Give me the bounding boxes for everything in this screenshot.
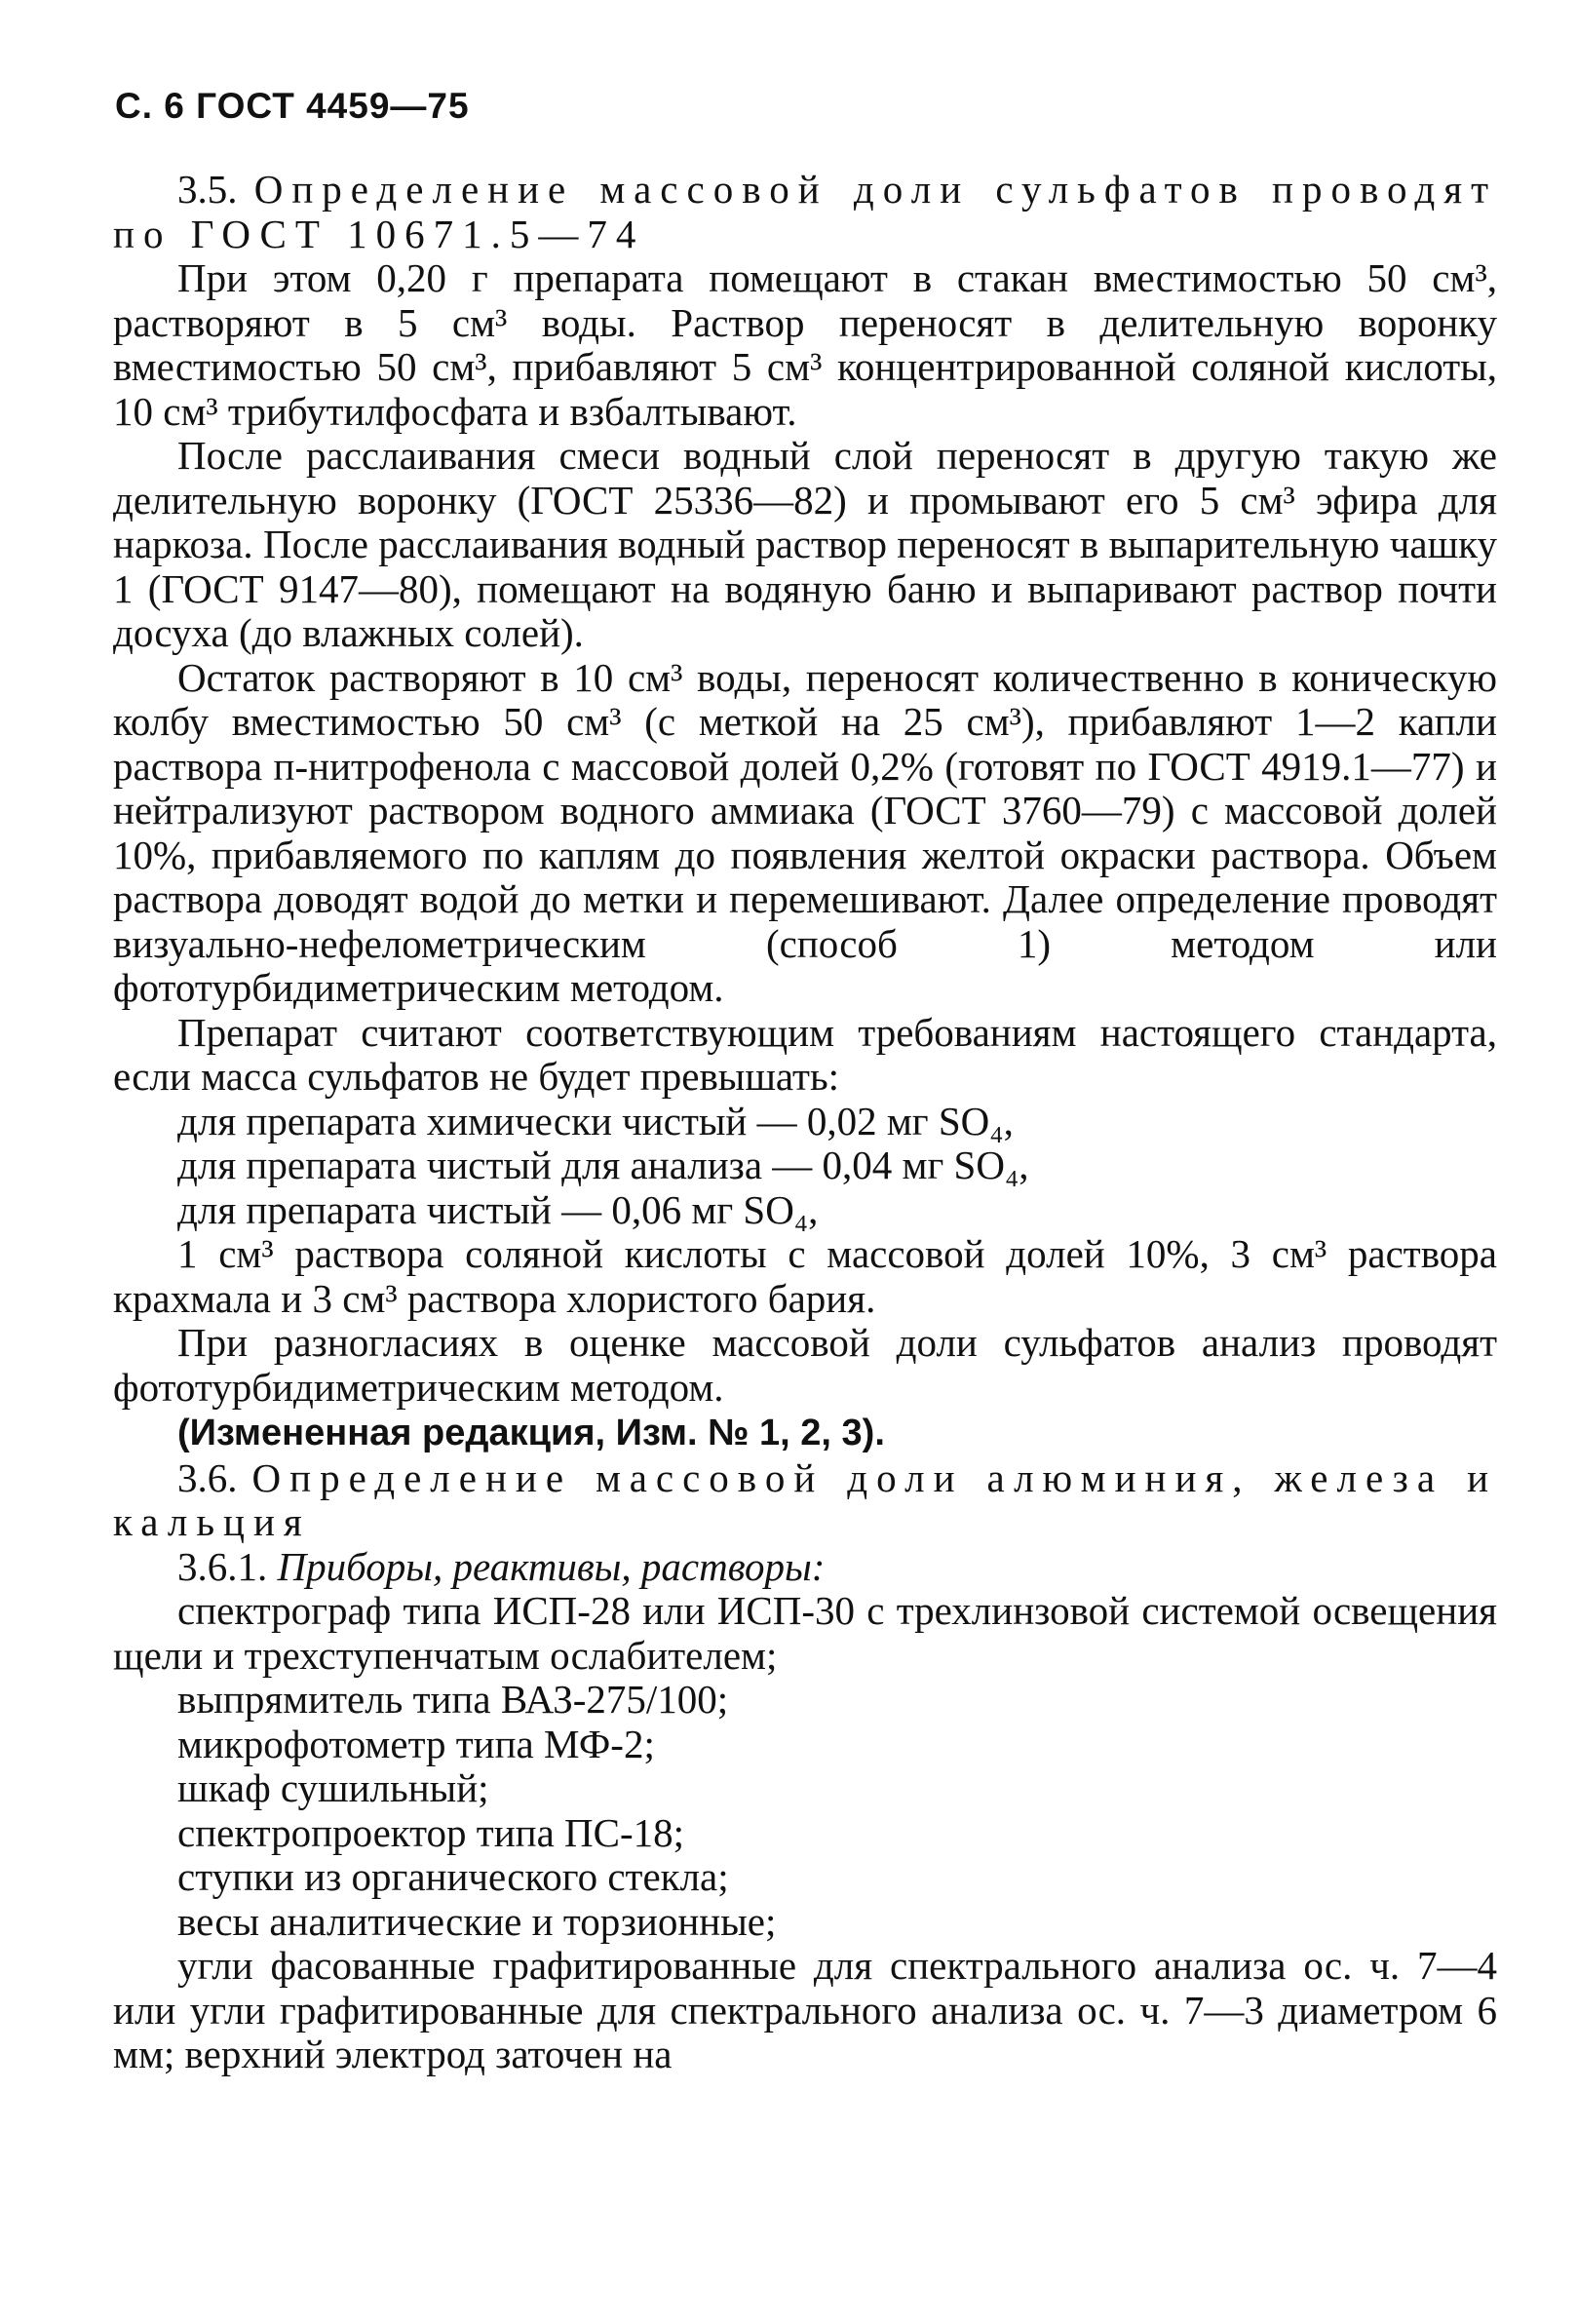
section-3-6-number: 3.6. xyxy=(177,1454,238,1500)
equipment-item: микрофотометр типа МФ-2; xyxy=(177,1721,655,1766)
equipment-item: спектрограф типа ИСП-28 или ИСП-30 с трехлинзовой системой освещения щели и трехступенчатым ослабителем; xyxy=(113,1588,1497,1678)
section-3-6-1-title: Приборы, реактивы, растворы: xyxy=(277,1543,826,1589)
paragraph-3-5-4: Препарат считают соответствующим требованиям настоящего стандарта, если масса сульфатов не будет превышать: xyxy=(113,1009,1497,1099)
equipment-item: шкаф сушильный; xyxy=(177,1765,489,1810)
section-3-6-1-heading xyxy=(113,1545,1497,1590)
list-item: для препарата химически чистый — 0,02 мг SO₄, xyxy=(177,1098,1014,1143)
list-item: для препарата чистый — 0,06 мг SO₄, xyxy=(177,1186,819,1232)
equipment-item: выпрямитель типа ВАЗ-275/100; xyxy=(177,1677,729,1722)
section-3-6-1-number: 3.6.1. xyxy=(177,1543,268,1589)
amendment-text: (Измененная редакция, Изм. № 1, 2, 3). xyxy=(177,1413,885,1453)
section-3-5-number: 3.5. xyxy=(177,167,238,212)
paragraph-3-5-3: Остаток растворяют в 10 см³ воды, переносят количественно в коническую колбу вместимостью 50 см³ (с меткой на 25 см³), прибавляют 1—2 капли раствора п-нитрофенола с массовой долей 0,2% (готовят по ГОСТ 4919.1—77) и нейтрализуют раствором водного аммиака (ГОСТ 3760—79) с массовой долей 10%, прибавляемого по каплям до появления желтой окраски раствора. Объем раствора доводят водой до метки и перемешивают. Далее определение проводят визуально-нефелометрическим (способ 1) методом или фототурбидиметрическим методом. xyxy=(113,654,1497,1010)
sulfate-limits-list xyxy=(113,1100,1497,1233)
section-3-6-title: Определение массовой доли алюминия, железа и кальция xyxy=(113,1454,1498,1544)
equipment-item: ступки из органического стекла; xyxy=(177,1854,729,1899)
amendment-note xyxy=(113,1410,1497,1456)
paragraph-3-5-5: 1 см³ раствора соляной кислоты с массовой долей 10%, 3 см³ раствора крахмала и 3 см³ раствора хлористого бария. xyxy=(113,1231,1497,1321)
section-3-6-heading xyxy=(113,1456,1497,1545)
paragraph-3-5-6: При разногласиях в оценке массовой доли сульфатов анализ проводят фототурбидиметрическим методом. xyxy=(113,1320,1497,1410)
page-header: С. 6 ГОСТ 4459—75 xyxy=(115,86,470,126)
list-item: для препарата чистый для анализа — 0,04 мг SO₄, xyxy=(177,1143,1029,1187)
document-body xyxy=(113,168,1497,2077)
paragraph-3-5-2: После расслаивания смеси водный слой переносят в другую такую же делительную воронку (ГОСТ 25336—82) и промывают его 5 см³ эфира для наркоза. После расслаивания водный раствор переносят в выпарительную чашку 1 (ГОСТ 9147—80), помещают на водяную баню и выпаривают раствор почти досуха (до влажных солей). xyxy=(113,433,1497,655)
equipment-item: угли фасованные графитированные для спектрального анализа ос. ч. 7—4 или угли графитированные для спектрального анализа ос. ч. 7—3 диаметром 6 мм; верхний электрод заточен на xyxy=(113,1943,1497,2076)
paragraph-3-5-1: При этом 0,20 г препарата помещают в стакан вместимостью 50 см³, растворяют в 5 см³ воды. Раствор переносят в делительную воронку вместимостью 50 см³, прибавляют 5 см³ концентрированной соляной кислоты, 10 см³ трибутилфосфата и взбалтывают. xyxy=(113,255,1497,434)
equipment-item: весы аналитические и торзионные; xyxy=(177,1898,777,1944)
section-3-5-title: Определение массовой доли сульфатов проводят по ГОСТ 10671.5—74 xyxy=(113,167,1497,256)
section-3-5-heading xyxy=(113,168,1497,256)
equipment-item: спектропроектор типа ПС-18; xyxy=(177,1809,685,1855)
